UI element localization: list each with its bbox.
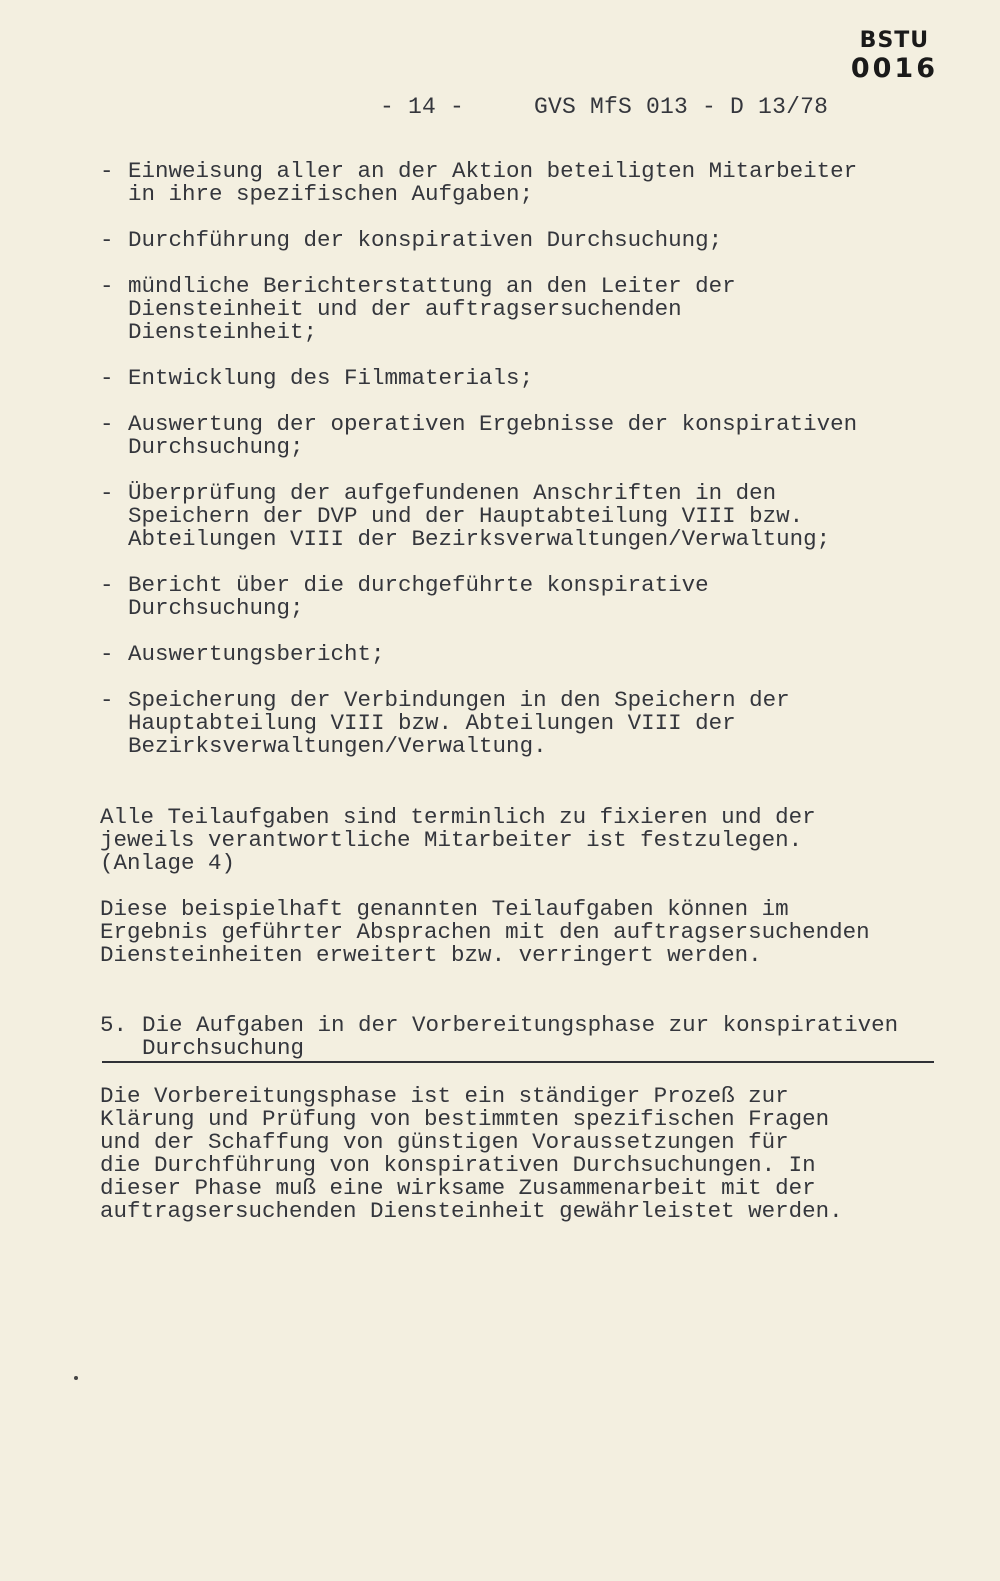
text-line: dieser Phase muß eine wirksame Zusammenarbeit mit der <box>100 1175 816 1201</box>
bullet-dash: - <box>100 227 114 253</box>
text-line: Durchsuchung; <box>128 434 304 460</box>
text-line: in ihre spezifischen Aufgaben; <box>128 181 534 207</box>
bullet-dash: - <box>100 273 114 299</box>
list-item <box>100 689 950 758</box>
text-line: Diensteinheit und der auftragsersuchenden <box>128 296 682 322</box>
text-line: Hauptabteilung VIII bzw. Abteilungen VIII der <box>128 710 736 736</box>
text-line: Ergebnis geführter Absprachen mit den auftragsersuchenden <box>100 919 870 945</box>
list-item-text <box>128 643 950 666</box>
paragraph-subtasks <box>100 898 950 967</box>
bullet-dash: - <box>100 411 114 437</box>
list-item-text <box>128 413 950 459</box>
archive-stamp <box>851 30 938 82</box>
stamp-line-2: 0016 <box>850 53 938 84</box>
text-line: Auswertungsbericht; <box>128 641 385 667</box>
list-item <box>100 275 950 344</box>
text-line: Durchsuchung <box>142 1035 305 1061</box>
document-body <box>100 160 950 1223</box>
list-item <box>100 229 950 252</box>
list-item-text <box>128 574 950 620</box>
list-item-text <box>128 229 950 252</box>
ink-speck <box>74 1376 78 1380</box>
bullet-dash: - <box>100 158 114 184</box>
bullet-dash: - <box>100 572 114 598</box>
list-item <box>100 160 950 206</box>
text-line: mündliche Berichterstattung an den Leiter der <box>128 273 736 299</box>
text-line: Durchsuchung; <box>128 595 304 621</box>
bullet-dash: - <box>100 641 114 667</box>
text-line: Auswertung der operativen Ergebnisse der konspirativen <box>128 411 858 437</box>
list-item <box>100 367 950 390</box>
page-header: - 14 - GVS MfS 013 - D 13/78 <box>380 94 829 120</box>
text-line: und der Schaffung von günstigen Voraussetzungen für <box>100 1129 789 1155</box>
stamp-line-1: BSTU <box>859 28 930 53</box>
text-line: Diese beispielhaft genannten Teilaufgaben können im <box>100 896 789 922</box>
text-line: Die Vorbereitungsphase ist ein ständiger Prozeß zur <box>100 1083 789 1109</box>
text-line: jeweils verantwortliche Mitarbeiter ist festzulegen. <box>100 827 803 853</box>
bullet-dash: - <box>100 687 114 713</box>
text-line: Bezirksverwaltungen/Verwaltung. <box>128 733 547 759</box>
list-item <box>100 643 950 666</box>
list-item-text <box>128 689 950 758</box>
list-item <box>100 482 950 551</box>
list-item <box>100 574 950 620</box>
section-number: 5. <box>100 1012 128 1038</box>
text-line: Alle Teilaufgaben sind terminlich zu fixieren und der <box>100 804 816 830</box>
text-line: Abteilungen VIII der Bezirksverwaltungen/Verwaltung; <box>128 526 831 552</box>
text-line: Durchführung der konspirativen Durchsuchung; <box>128 227 723 253</box>
text-line: Überprüfung der aufgefundenen Anschriften in den <box>128 480 777 506</box>
text-line: Klärung und Prüfung von bestimmten spezifischen Fragen <box>100 1106 830 1132</box>
text-line: Bericht über die durchgeführte konspirative <box>128 572 709 598</box>
list-item-text <box>128 275 950 344</box>
list-item <box>100 413 950 459</box>
text-line: Speichern der DVP und der Hauptabteilung VIII bzw. <box>128 503 804 529</box>
paragraph-preparation-phase <box>100 1085 950 1223</box>
text-line: Diensteinheit; <box>128 319 318 345</box>
text-line: Diensteinheiten erweitert bzw. verringert werden. <box>100 942 762 968</box>
task-list <box>100 160 950 758</box>
text-line: Einweisung aller an der Aktion beteiligten Mitarbeiter <box>128 158 858 184</box>
bullet-dash: - <box>100 480 114 506</box>
list-item-text <box>128 367 950 390</box>
text-line: Entwicklung des Filmmaterials; <box>128 365 534 391</box>
text-line: Speicherung der Verbindungen in den Speichern der <box>128 687 790 713</box>
section-underline <box>102 1061 934 1063</box>
section-heading <box>100 1014 950 1063</box>
section-title <box>142 1014 898 1060</box>
text-line: Die Aufgaben in der Vorbereitungsphase zur konspirativen <box>142 1012 899 1038</box>
text-line: die Durchführung von konspirativen Durchsuchungen. In <box>100 1152 816 1178</box>
bullet-dash: - <box>100 365 114 391</box>
list-item-text <box>128 482 950 551</box>
list-item-text <box>128 160 950 206</box>
paragraph-deadlines <box>100 806 950 875</box>
text-line: (Anlage 4) <box>100 850 236 876</box>
text-line: auftragsersuchenden Diensteinheit gewährleistet werden. <box>100 1198 843 1224</box>
